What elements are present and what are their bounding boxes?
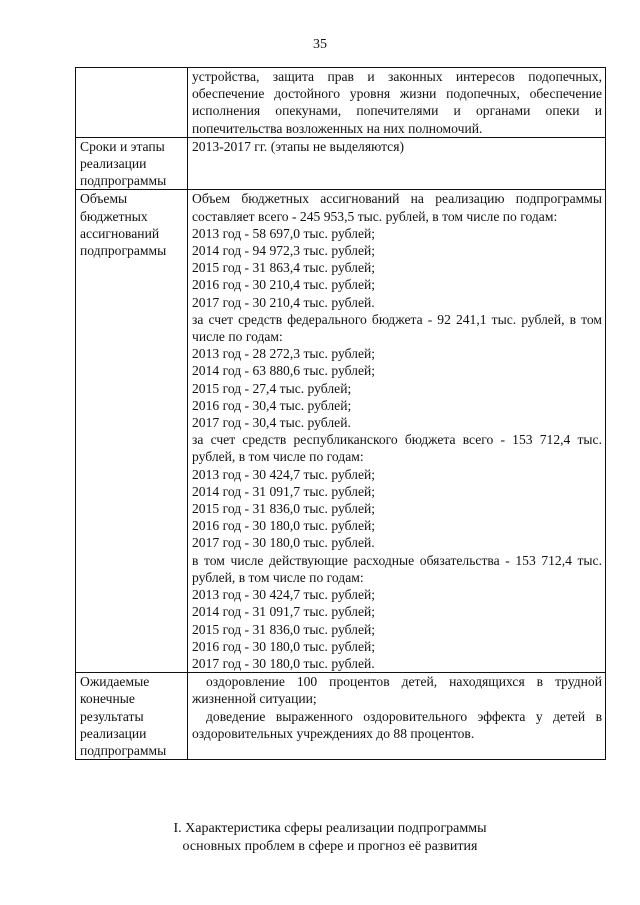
funding-republic-year: 2014 год - 31 091,7 тыс. рублей;: [192, 483, 376, 499]
funding-federal-year: 2013 год - 28 272,3 тыс. рублей;: [192, 346, 376, 362]
funding-obligations-year: 2013 год - 30 424,7 тыс. рублей;: [192, 587, 376, 603]
funding-total-year: 2013 год - 58 697,0 тыс. рублей;: [192, 225, 376, 241]
page-number: 35: [313, 37, 327, 52]
funding-federal-intro: за счет средств федерального бюджета - 92 241,1 тыс. рублей, в том числе по годам:: [192, 311, 602, 345]
funding-obligations-intro: в том числе действующие расходные обязательства - 153 712,4 тыс. рублей, в том числе по годам:: [192, 552, 602, 585]
funding-total-year: 2017 год - 30 210,4 тыс. рублей.: [192, 294, 375, 310]
results-item: оздоровление 100 процентов детей, находящихся в трудной жизненной ситуации;: [192, 674, 602, 707]
funding-federal-year: 2014 год - 63 880,6 тыс. рублей;: [192, 363, 376, 379]
table-row-results: [76, 673, 606, 760]
funding-republic-year: 2015 год - 31 836,0 тыс. рублей;: [192, 501, 376, 517]
results-item: доведение выраженного оздоровительного эффекта у детей в оздоровительных учреждениях до 88 процентов.: [192, 708, 602, 741]
funding-total-year: 2016 год - 30 210,4 тыс. рублей;: [192, 277, 376, 293]
table-row-continuation: [76, 68, 606, 138]
funding-federal-year: 2017 год - 30,4 тыс. рублей.: [192, 415, 351, 431]
table-row-funding: [76, 190, 606, 673]
funding-republic-year: 2016 год - 30 180,0 тыс. рублей;: [192, 518, 376, 534]
subprogram-passport-table: [75, 67, 606, 760]
funding-republic-intro: за счет средств республиканского бюджета всего - 153 712,4 тыс. рублей, в том числе по годам:: [192, 432, 602, 465]
funding-cell: [188, 190, 606, 673]
funding-federal-year: 2016 год - 30,4 тыс. рублей;: [192, 397, 352, 413]
funding-total-year: 2014 год - 94 972,3 тыс. рублей;: [192, 243, 376, 259]
funding-republic-year: 2017 год - 30 180,0 тыс. рублей.: [192, 535, 375, 551]
funding-obligations-year: 2014 год - 31 091,7 тыс. рублей;: [192, 604, 376, 620]
section-heading-line: I. Характеристика сферы реализации подпрограммы: [173, 821, 487, 836]
funding-obligations-year: 2016 год - 30 180,0 тыс. рублей;: [192, 638, 376, 654]
funding-total-year: 2015 год - 31 863,4 тыс. рублей;: [192, 260, 376, 276]
continuation-label-cell: [76, 68, 188, 138]
funding-obligations-year: 2015 год - 31 836,0 тыс. рублей;: [192, 621, 376, 637]
results-cell: [188, 673, 606, 760]
funding-federal-year: 2015 год - 27,4 тыс. рублей;: [192, 380, 352, 396]
continuation-cell: [188, 68, 606, 138]
results-label: Ожидаемые конечные результаты реализации подпрограммы: [76, 673, 188, 760]
funding-label: Объемы бюджетных ассигнований подпрограммы: [76, 190, 188, 673]
section-heading-line: основных проблем в сфере и прогноз её развития: [182, 839, 478, 854]
funding-total-intro: Объем бюджетных ассигнований на реализацию подпрограммы составляет всего - 245 953,5 тыс. рублей, в том числе по годам:: [192, 191, 602, 224]
continuation-text: устройства, защита прав и законных интересов подопечных, обеспечение достойного уровня жизни подопечных, обеспечение исполнения опекунами, попечителями и органами опеки и попечительства возложенных на них полномочий.: [192, 69, 602, 136]
section-heading: [60, 820, 600, 856]
terms-value: [188, 137, 606, 190]
terms-label: Сроки и этапы реализации подпрограммы: [76, 137, 188, 190]
table-row-terms: [76, 137, 606, 190]
funding-republic-year: 2013 год - 30 424,7 тыс. рублей;: [192, 466, 376, 482]
funding-obligations-year: 2017 год - 30 180,0 тыс. рублей.: [192, 655, 375, 671]
terms-text: 2013-2017 гг. (этапы не выделяются): [192, 138, 404, 154]
